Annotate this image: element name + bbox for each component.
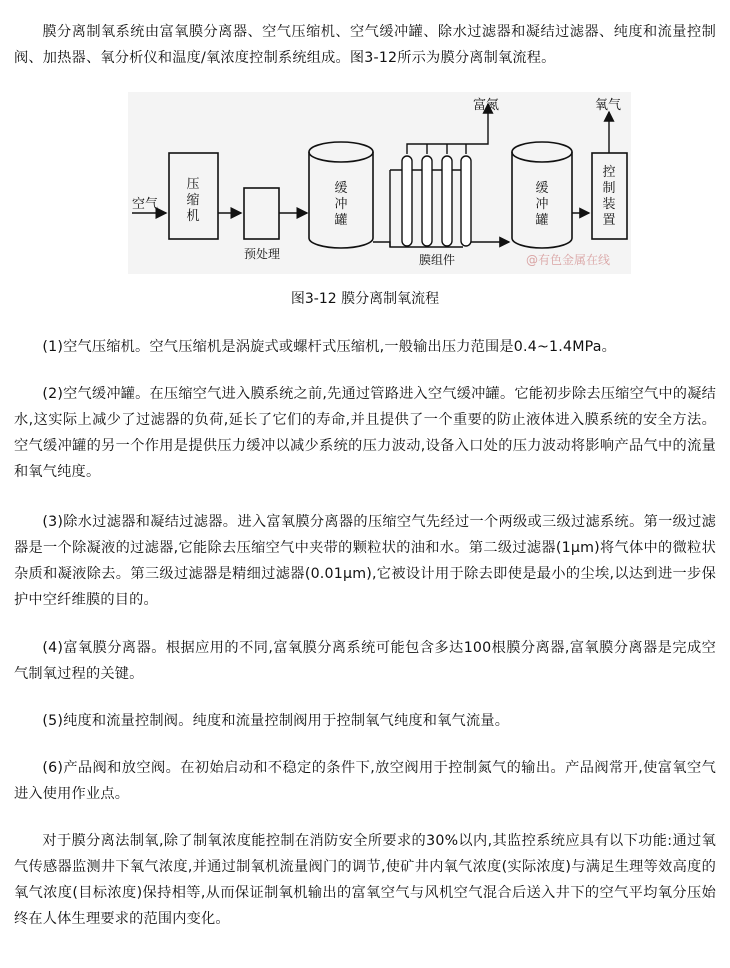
membrane-oxygen-flow-diagram <box>128 92 631 274</box>
membrane-label: 膜组件 <box>418 253 456 267</box>
paragraph-product-valve: (6)产品阀和放空阀。在初始启动和不稳定的条件下,放空阀用于控制氮气的输出。产品阀常开,使富氧空气进入使用作业点。 <box>14 760 716 802</box>
paragraph-monitoring: 对于膜分离法制氧,除了制氧浓度能控制在消防安全所要求的30%以内,其监控系统应具有以下功能:通过氧气传感器监测井下氧气浓度,并通过制氧机流量阀门的调节,使矿井内氧气浓度(实际浓度)与满足生理等效高度的氧气浓度(目标浓度)保持相等,从而保证制氧机输出的富氧空气与风机空气混合后送入井下的空气平均氧分压始终在人体生理要求的范围内变化。 <box>14 833 716 927</box>
nitrogen-label: 富氮 <box>473 98 500 113</box>
control-unit-label: 控制装置 <box>602 165 616 228</box>
paragraph-compressor: (1)空气压缩机。空气压缩机是涡旋式或螺杆式压缩机,一般输出压力范围是0.4~1.4MPa。 <box>42 339 617 355</box>
figure-caption: 图3-12 膜分离制氧流程 <box>290 291 440 307</box>
paragraph-control-valve: (5)纯度和流量控制阀。纯度和流量控制阀用于控制氧气纯度和氧气流量。 <box>42 713 510 729</box>
air-label: 空气 <box>132 197 159 212</box>
buffer-tank-2-label: 缓冲罐 <box>535 181 549 228</box>
compressor-label: 压缩机 <box>186 177 200 224</box>
watermark: @有色金属在线 <box>526 253 611 267</box>
pretreatment-label: 预处理 <box>243 247 281 261</box>
intro-paragraph: 膜分离制氧系统由富氧膜分离器、空气压缩机、空气缓冲罐、除水过滤器和凝结过滤器、纯度和流量控制阀、加热器、氧分析仪和温度/氧浓度控制系统组成。图3-12所示为膜分离制氧流程。 <box>14 24 716 66</box>
paragraph-buffer-tank: (2)空气缓冲罐。在压缩空气进入膜系统之前,先通过管路进入空气缓冲罐。它能初步除去压缩空气中的凝结水,这实际上减少了过滤器的负荷,延长了它们的寿命,并且提供了一个重要的防止液体进入膜系统的安全方法。空气缓冲罐的另一个作用是提供压力缓冲以减少系统的压力波动,设备入口处的压力波动将影响产品气中的流量和氧气纯度。 <box>14 386 716 480</box>
paragraph-membrane-separator: (4)富氧膜分离器。根据应用的不同,富氧膜分离系统可能包含多达100根膜分离器,富氧膜分离器是完成空气制氧过程的关键。 <box>14 640 716 682</box>
paragraph-filters: (3)除水过滤器和凝结过滤器。进入富氧膜分离器的压缩空气先经过一个两级或三级过滤系统。第一级过滤器是一个除凝液的过滤器,它能除去压缩空气中夹带的颗粒状的油和水。第二级过滤器(1μm)将气体中的微粒状杂质和凝液除去。第三级过滤器是精细过滤器(0.01μm),它被设计用于除去即使是最小的尘埃,以达到进一步保护中空纤维膜的目的。 <box>14 514 716 608</box>
oxygen-label: 氧气 <box>595 98 622 113</box>
buffer-tank-1-label: 缓冲罐 <box>334 181 348 228</box>
